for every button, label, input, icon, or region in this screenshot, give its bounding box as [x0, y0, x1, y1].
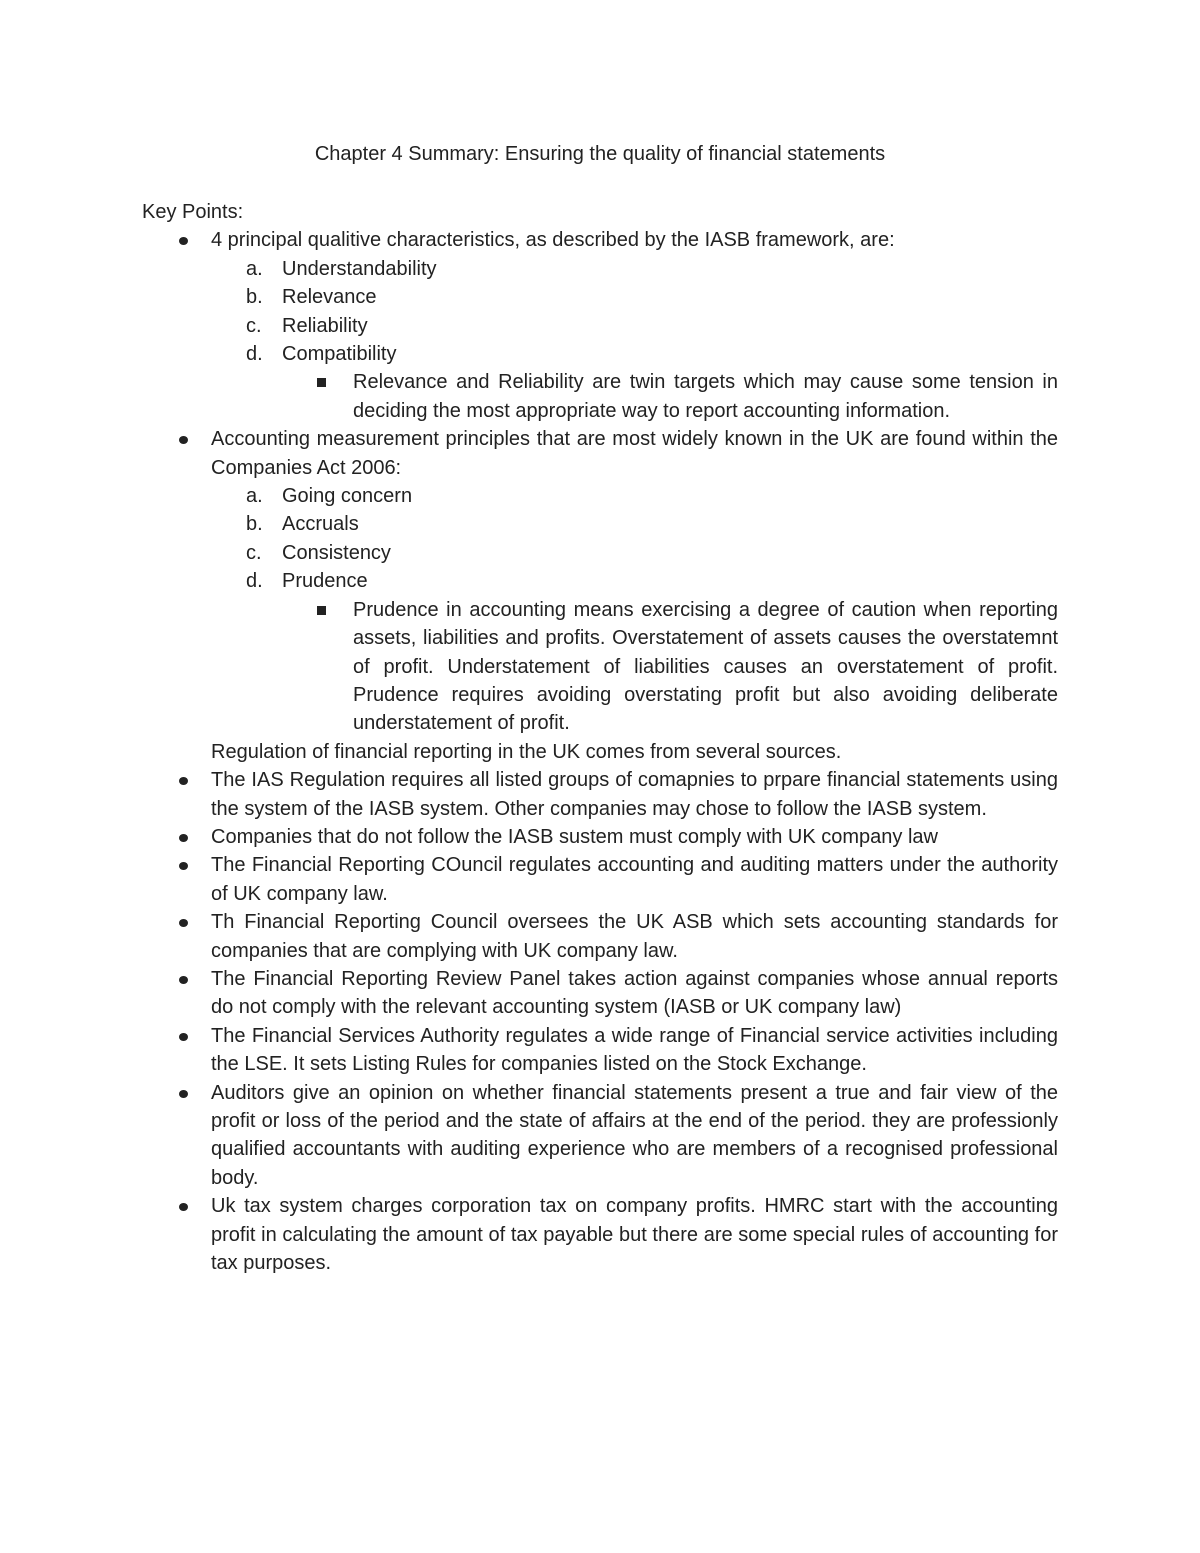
- bullet-text: Accounting measurement principles that are most widely known in the UK are found within the Companies Act 2006:: [211, 428, 1058, 479]
- item-marker: a.: [246, 257, 263, 280]
- list-item: [211, 482, 1058, 510]
- item-marker: b.: [246, 286, 263, 309]
- item-text: Accruals: [282, 513, 359, 536]
- item-marker: c.: [246, 314, 262, 337]
- item-marker: a.: [246, 485, 263, 508]
- list-item: [142, 766, 1058, 823]
- list-item: [282, 596, 1058, 738]
- item-text: Understandability: [282, 257, 437, 280]
- bullet-text: Th Financial Reporting Council oversees the UK ASB which sets accounting standards for companies that are complying with UK company law.: [211, 911, 1058, 962]
- list-item: [142, 425, 1058, 737]
- list-item: [211, 255, 1058, 283]
- bullet-text: The Financial Services Authority regulates a wide range of Financial service activities including the LSE. It sets Listing Rules for companies listed on the Stock Exchange.: [211, 1024, 1058, 1076]
- list-item: [211, 312, 1058, 340]
- bullet-text: The Financial Reporting Review Panel takes action against companies whose annual reports do not comply with the relevant accounting system (IASB or UK company law): [211, 967, 1058, 1019]
- bullet-text: The IAS Regulation requires all listed groups of comapnies to prpare financial statements using the system of the IASB system. Other companies may chose to follow the IASB system.: [211, 769, 1058, 820]
- bullet-text: Auditors give an opinion on whether financial statements present a true and fair view of the profit or loss of the period and the state of affairs at the end of the period. they are professionly qualified accountants with auditing experience who are members of a recognised professional body.: [211, 1081, 1058, 1189]
- list-item: [211, 340, 1058, 425]
- item-text: Prudence: [282, 570, 368, 593]
- item-marker: d.: [246, 343, 263, 366]
- key-points-list: [142, 226, 1058, 1277]
- item-marker: d.: [246, 570, 263, 593]
- list-item: [142, 1192, 1058, 1277]
- note-list: [282, 368, 1058, 425]
- principles-list: [211, 482, 1058, 738]
- list-item: [211, 567, 1058, 737]
- page-title: Chapter 4 Summary: Ensuring the quality of financial statements: [314, 143, 886, 165]
- bullet-text: The Financial Reporting COuncil regulates accounting and auditing matters under the authority of UK company law.: [211, 854, 1058, 905]
- bullet-text: 4 principal qualitive characteristics, as described by the IASB framework, are:: [211, 229, 895, 252]
- bullet-text: Companies that do not follow the IASB sustem must comply with UK company law: [211, 825, 938, 848]
- list-item: [211, 510, 1058, 538]
- list-item: [142, 1079, 1058, 1193]
- item-marker: b.: [246, 513, 263, 536]
- list-item: [142, 908, 1058, 965]
- note-text: Prudence in accounting means exercising a degree of caution when reporting assets, liabilities and profits. Overstatement of assets causes the overstatemnt of profit. Understatement of liabilities causes an overstatement of profit. Prudence requires avoiding overstating profit but also avoiding deliberate understatement of profit.: [353, 598, 1058, 735]
- list-item: [142, 1022, 1058, 1079]
- list-item: [142, 851, 1058, 908]
- characteristics-list: [211, 255, 1058, 425]
- bullet-text: Uk tax system charges corporation tax on company profits. HMRC start with the accounting profit in calculating the amount of tax payable but there are some special rules of accounting for tax purposes.: [211, 1195, 1058, 1275]
- item-text: Consistency: [282, 541, 391, 564]
- list-item: [142, 823, 1058, 851]
- list-item: [282, 368, 1058, 425]
- item-text: Compatibility: [282, 343, 397, 366]
- note-text: Relevance and Reliability are twin targets which may cause some tension in deciding the most appropriate way to report accounting information.: [353, 371, 1058, 422]
- regulation-intro: [142, 738, 1058, 766]
- list-item: [142, 226, 1058, 425]
- list-item: [211, 283, 1058, 311]
- regulation-intro-text: Regulation of financial reporting in the UK comes from several sources.: [211, 740, 842, 763]
- item-text: Going concern: [282, 485, 413, 508]
- note-list: [282, 596, 1058, 738]
- list-item: [211, 539, 1058, 567]
- list-item: [142, 965, 1058, 1022]
- item-marker: c.: [246, 541, 262, 564]
- key-points-label: Key Points:: [142, 201, 244, 223]
- item-text: Relevance: [282, 286, 377, 309]
- item-text: Reliability: [282, 314, 368, 337]
- document-body: [142, 198, 1058, 1277]
